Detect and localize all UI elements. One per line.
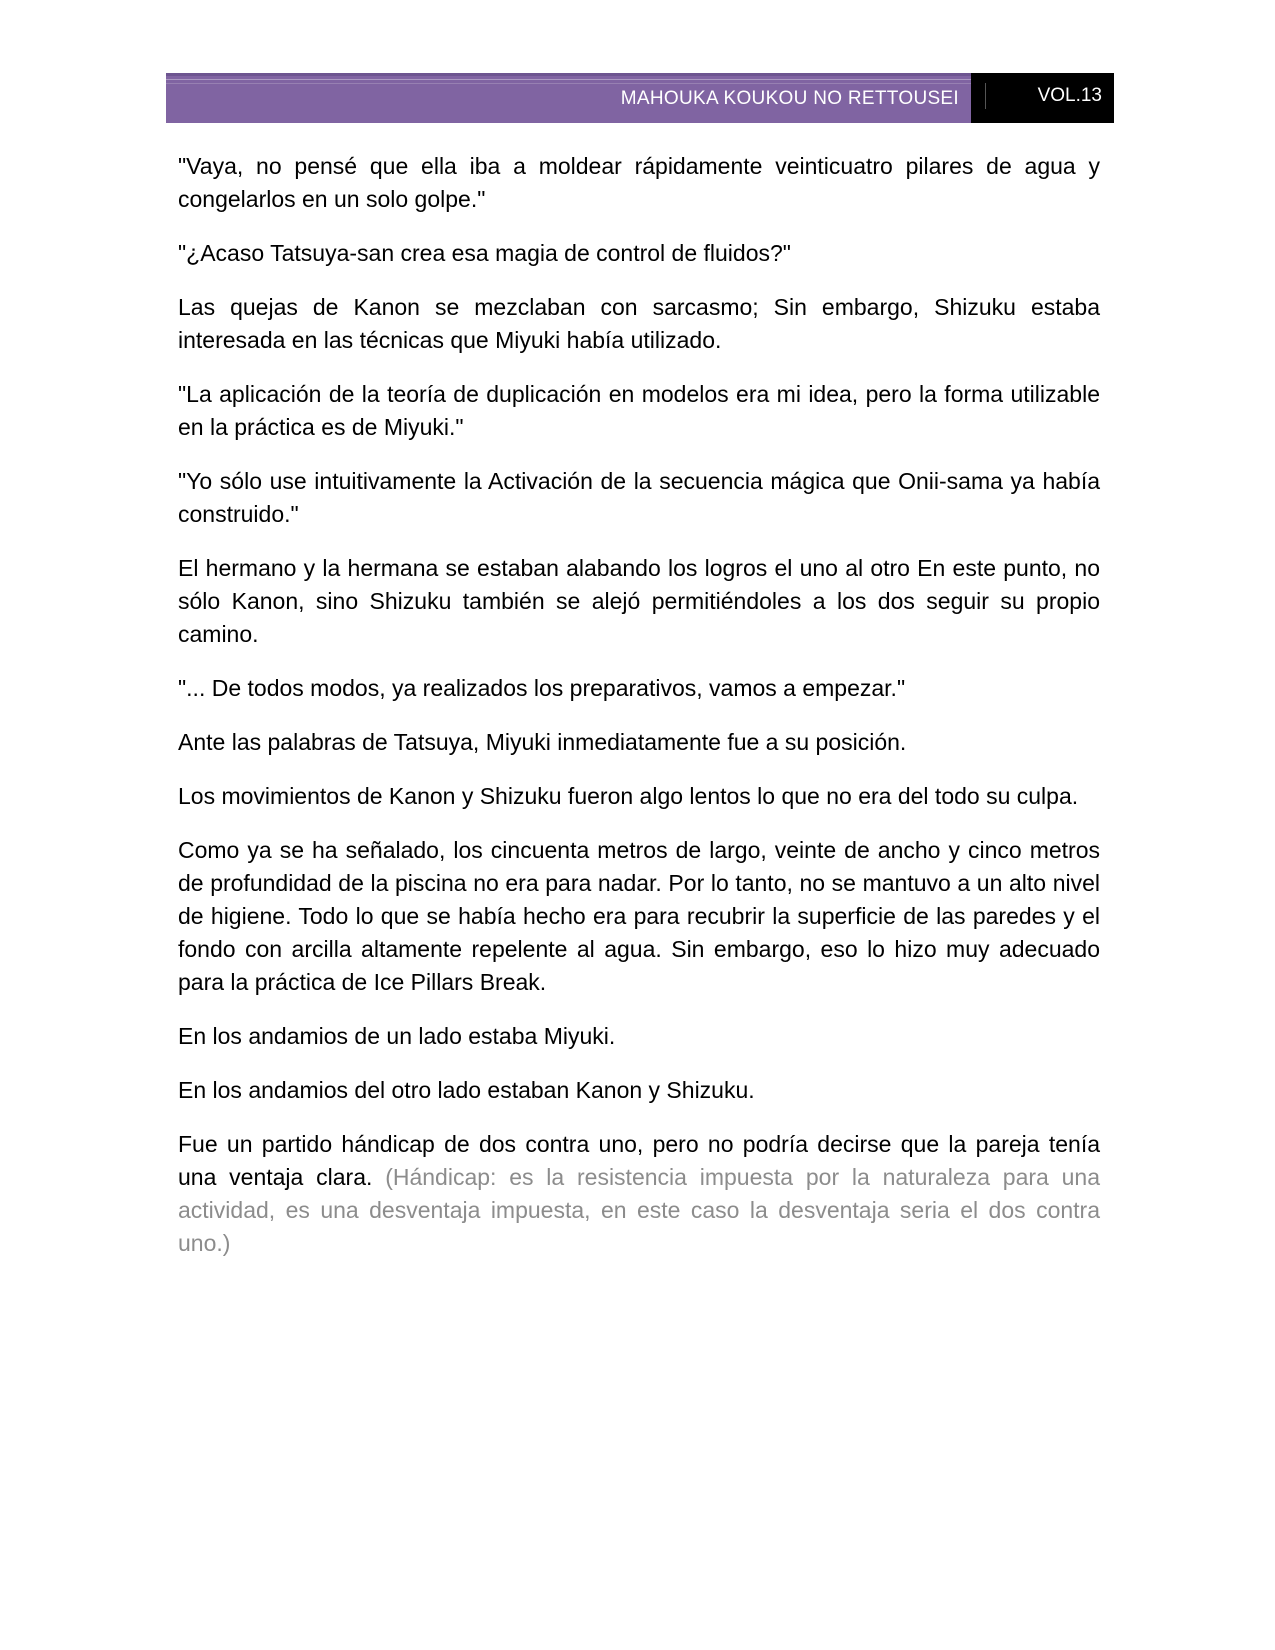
paragraph: "La aplicación de la teoría de duplicación en modelos era mi idea, pero la forma utilizable en la práctica es de Miyuki." <box>178 381 1100 440</box>
paragraph: En los andamios de un lado estaba Miyuki. <box>178 1023 616 1049</box>
header-title-bar <box>166 73 971 123</box>
paragraph: Como ya se ha señalado, los cincuenta metros de largo, veinte de ancho y cinco metros de profundidad de la piscina no era para nadar. Por lo tanto, no se mantuvo a un alto nivel de higiene. Todo lo que se había hecho era para recubrir la superficie de las paredes y el fondo con arcilla altamente repelente al agua. Sin embargo, eso lo hizo muy adecuado para la práctica de Ice Pillars Break. <box>178 837 1100 995</box>
paragraph: Los movimientos de Kanon y Shizuku fueron algo lentos lo que no era del todo su culpa. <box>178 783 1079 809</box>
paragraph: "Vaya, no pensé que ella iba a moldear rápidamente veinticuatro pilares de agua y congelarlos en un solo golpe." <box>178 153 1100 212</box>
header-volume-box <box>971 73 1114 123</box>
paragraph: El hermano y la hermana se estaban alabando los logros el uno al otro En este punto, no sólo Kanon, sino Shizuku también se alejó permitiéndoles a los dos seguir su propio camino. <box>178 555 1100 647</box>
last-paragraph <box>178 1128 1100 1260</box>
last-paragraph-text: Fue un partido hándicap de dos contra uno, pero no podría decirse que la pareja tenía una ventaja clara. <box>178 1131 1100 1190</box>
page-header <box>166 73 1114 123</box>
translator-note: (Hándicap: es la resistencia impuesta por la naturaleza para una actividad, es una desventaja impuesta, en este caso la desventaja seria el dos contra uno.) <box>178 1164 1101 1256</box>
paragraph: Las quejas de Kanon se mezclaban con sarcasmo; Sin embargo, Shizuku estaba interesada en las técnicas que Miyuki había utilizado. <box>178 294 1100 353</box>
header-title: MAHOUKA KOUKOU NO RETTOUSEI <box>620 88 959 109</box>
paragraph: En los andamios del otro lado estaban Kanon y Shizuku. <box>178 1077 755 1103</box>
paragraph: "¿Acaso Tatsuya-san crea esa magia de control de fluidos?" <box>178 240 791 266</box>
paragraph: Ante las palabras de Tatsuya, Miyuki inmediatamente fue a su posición. <box>178 729 907 755</box>
paragraph: "Yo sólo use intuitivamente la Activación de la secuencia mágica que Onii-sama ya había construido." <box>178 468 1100 527</box>
paragraph: "... De todos modos, ya realizados los preparativos, vamos a empezar." <box>178 675 906 701</box>
header-volume: VOL.13 <box>1037 85 1102 106</box>
page-body <box>178 150 1100 1281</box>
